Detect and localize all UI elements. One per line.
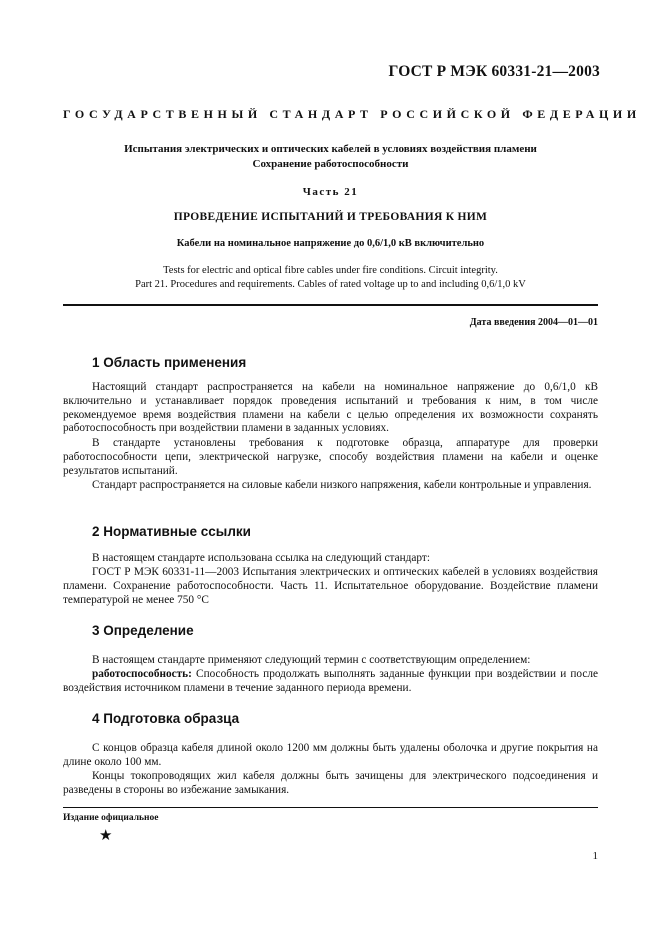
section-1-paragraph-3: Стандарт распространяется на силовые кабели низкого напряжения, кабели контрольные и управления. bbox=[92, 479, 592, 491]
introduction-date: Дата введения 2004—01—01 bbox=[469, 317, 598, 328]
star-icon: ★ bbox=[99, 826, 113, 844]
page-number: 1 bbox=[592, 850, 598, 862]
english-title-line-2: Part 21. Procedures and requirements. Cables of rated voltage up to and including 0,6/1,0 kV bbox=[135, 279, 526, 290]
section-3-paragraph-1: В настоящем стандарте применяют следующий термин с соответствующим определением: bbox=[92, 654, 531, 666]
subtitle: Кабели на номинальное напряжение до 0,6/1,0 кВ включительно bbox=[176, 238, 485, 249]
state-standard-header: ГОСУДАРСТВЕННЫЙ СТАНДАРТ РОССИЙСКОЙ ФЕДЕРАЦИИ bbox=[63, 107, 641, 121]
title-line-2: Сохранение работоспособности bbox=[252, 158, 409, 170]
document-code: ГОСТ Р МЭК 60331-21—2003 bbox=[388, 63, 600, 80]
section-4-paragraph-1: С концов образца кабеля длиной около 1200 мм должны быть удалены оболочка и другие покрытия на длине около 100 мм. bbox=[63, 742, 598, 768]
section-1-paragraph-1: Настоящий стандарт распространяется на кабели на номинальное напряжение до 0,6/1,0 кВ включительно и устанавливает порядок проведения испытаний и требования к ним, в том числе рекомендуемое время воздействия пламени на кабели с целью определения их возможности сохранять работоспособность при воздействии пламени в заданных условиях. bbox=[63, 381, 598, 435]
official-edition-label: Издание официальное bbox=[63, 813, 159, 823]
section-1-paragraph-2: В стандарте установлены требования к подготовке образца, аппаратуре для проверки работоспособности цепи, электрической нагрузке, способу воздействия пламени на кабели и оценке результатов испытаний. bbox=[63, 437, 598, 477]
top-divider bbox=[63, 304, 598, 306]
main-title: ПРОВЕДЕНИЕ ИСПЫТАНИЙ И ТРЕБОВАНИЯ К НИМ bbox=[173, 211, 488, 223]
section-4-title: 4 Подготовка образца bbox=[92, 711, 240, 726]
definition-paragraph bbox=[63, 668, 598, 696]
section-4-paragraph-2: Концы токопроводящих жил кабеля должны быть зачищены для электрического подсоединения и разведены в стороны во избежание замыкания. bbox=[63, 770, 598, 796]
footer-divider bbox=[63, 807, 598, 808]
section-1-title: 1 Область применения bbox=[92, 355, 247, 370]
title-line-1: Испытания электрических и оптических кабелей в условиях воздействия пламени bbox=[124, 143, 537, 155]
section-2-paragraph-1: В настоящем стандарте использована ссылка на следующий стандарт: bbox=[92, 552, 430, 564]
term-definition: Способность продолжать выполнять заданные функции при воздействии и после воздействия источником пламени в течение заданного периода времени. bbox=[63, 668, 598, 694]
section-3-title: 3 Определение bbox=[92, 623, 194, 638]
section-2-title: 2 Нормативные ссылки bbox=[92, 524, 251, 539]
part-label: Часть 21 bbox=[302, 186, 359, 198]
english-title-line-1: Tests for electric and optical fibre cables under fire conditions. Circuit integrity. bbox=[163, 265, 498, 276]
defined-term: работоспособность: bbox=[92, 668, 192, 680]
section-2-paragraph-2: ГОСТ Р МЭК 60331-11—2003 Испытания электрических и оптических кабелей в условиях воздействия пламени. Сохранение работоспособности. Часть 11. Испытательное оборудование. Воздействие пламени температурой не менее 750 °С bbox=[63, 566, 598, 606]
